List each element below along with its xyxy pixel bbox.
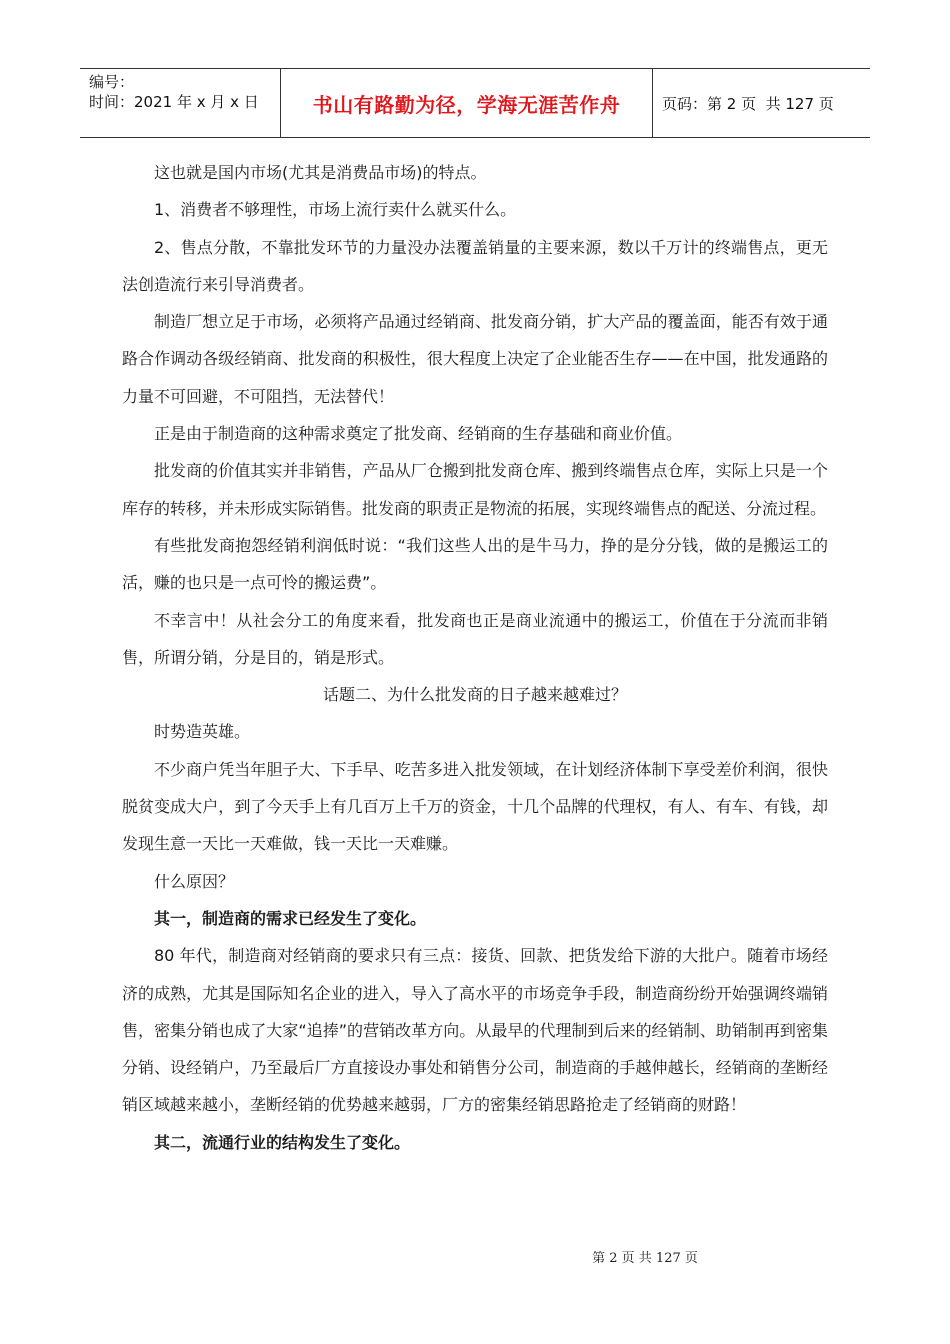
body-paragraph: 时势造英雄。 <box>154 722 251 742</box>
page-footer: 第 2 页 共 127 页 <box>592 1251 698 1266</box>
bold-subheading: 其二，流通行业的结构发生了变化。 <box>154 1132 411 1152</box>
body-paragraph: 2、售点分散，不靠批发环节的力量没办法覆盖销量的主要来源，数以千万计的终端售点，更无法创造流行来引导消费者。 <box>122 237 828 294</box>
body-paragraph: 不少商户凭当年胆子大、下手早、吃苦多进入批发领域，在计划经济体制下享受差价利润，很快脱贫变成大户，到了今天手上有几百万上千万的资金，十几个品牌的代理权，有人、有车、有钱，却发现生意一天比一天难做，钱一天比一天难赚。 <box>122 759 828 854</box>
page-info-text: 页码：第 2 页 共 127 页 <box>662 94 834 113</box>
section-heading: 话题二、为什么批发商的日子越来越难过？ <box>322 685 627 705</box>
body-paragraph: 80 年代，制造商对经销商的要求只有三点：接货、回款、把货发给下游的大批户。随着市场经济的成熟，尤其是国际知名企业的进入，导入了高水平的市场竞争手段，制造商纷纷开始强调终端销售，密集分销也成了大家“追捧”的营销改革方向。从最早的代理制到后来的经销制、助销制再到密集分销、设经销户，乃至最后厂方直接设办事处和销售分公司，制造商的手越伸越长，经销商的垄断经销区域越来越小，垄断经销的优势越来越弱，厂方的密集经销思路抢走了经销商的财路！ <box>122 946 828 1115</box>
document-number-label: 编号： <box>89 73 135 91</box>
body-paragraph: 这也就是国内市场(尤其是消费品市场)的特点。 <box>154 163 487 182</box>
header-meta <box>80 69 281 137</box>
document-date: 时间：2021 年 x 月 x 日 <box>89 93 259 111</box>
bold-subheading: 其一，制造商的需求已经发生了变化。 <box>154 908 427 928</box>
body-paragraph: 1、消费者不够理性，市场上流行卖什么就买什么。 <box>154 200 517 220</box>
body-paragraph: 制造厂想立足于市场，必须将产品通过经销商、批发商分销，扩大产品的覆盖面，能否有效于通路合作调动各级经销商、批发商的积极性，很大程度上决定了企业能否生存——在中国，批发通路的力量不可回避，不可阻挡，无法替代！ <box>122 312 828 406</box>
header-motto: 书山有路勤为径，学海无涯苦作舟 <box>281 69 653 137</box>
body-paragraph: 什么原因？ <box>154 871 235 891</box>
body-paragraph: 批发商的价值其实并非销售，产品从厂仓搬到批发商仓库、搬到终端售点仓库，实际上只是一个库存的转移，并未形成实际销售。批发商的职责正是物流的拓展，实现终端售点的配送、分流过程。 <box>122 461 828 518</box>
page-header <box>80 68 870 138</box>
header-page-info <box>653 69 870 137</box>
document-body <box>122 154 828 1161</box>
body-paragraph: 有些批发商抱怨经销利润低时说：“我们这些人出的是牛马力，挣的是分分钱，做的是搬运工的活，赚的也只是一点可怜的搬运费”。 <box>122 535 828 593</box>
body-paragraph: 正是由于制造商的这种需求奠定了批发商、经销商的生存基础和商业价值。 <box>154 424 683 444</box>
body-paragraph: 不幸言中！从社会分工的角度来看，批发商也正是商业流通中的搬运工，价值在于分流而非销售，所谓分销，分是目的，销是形式。 <box>122 610 828 667</box>
